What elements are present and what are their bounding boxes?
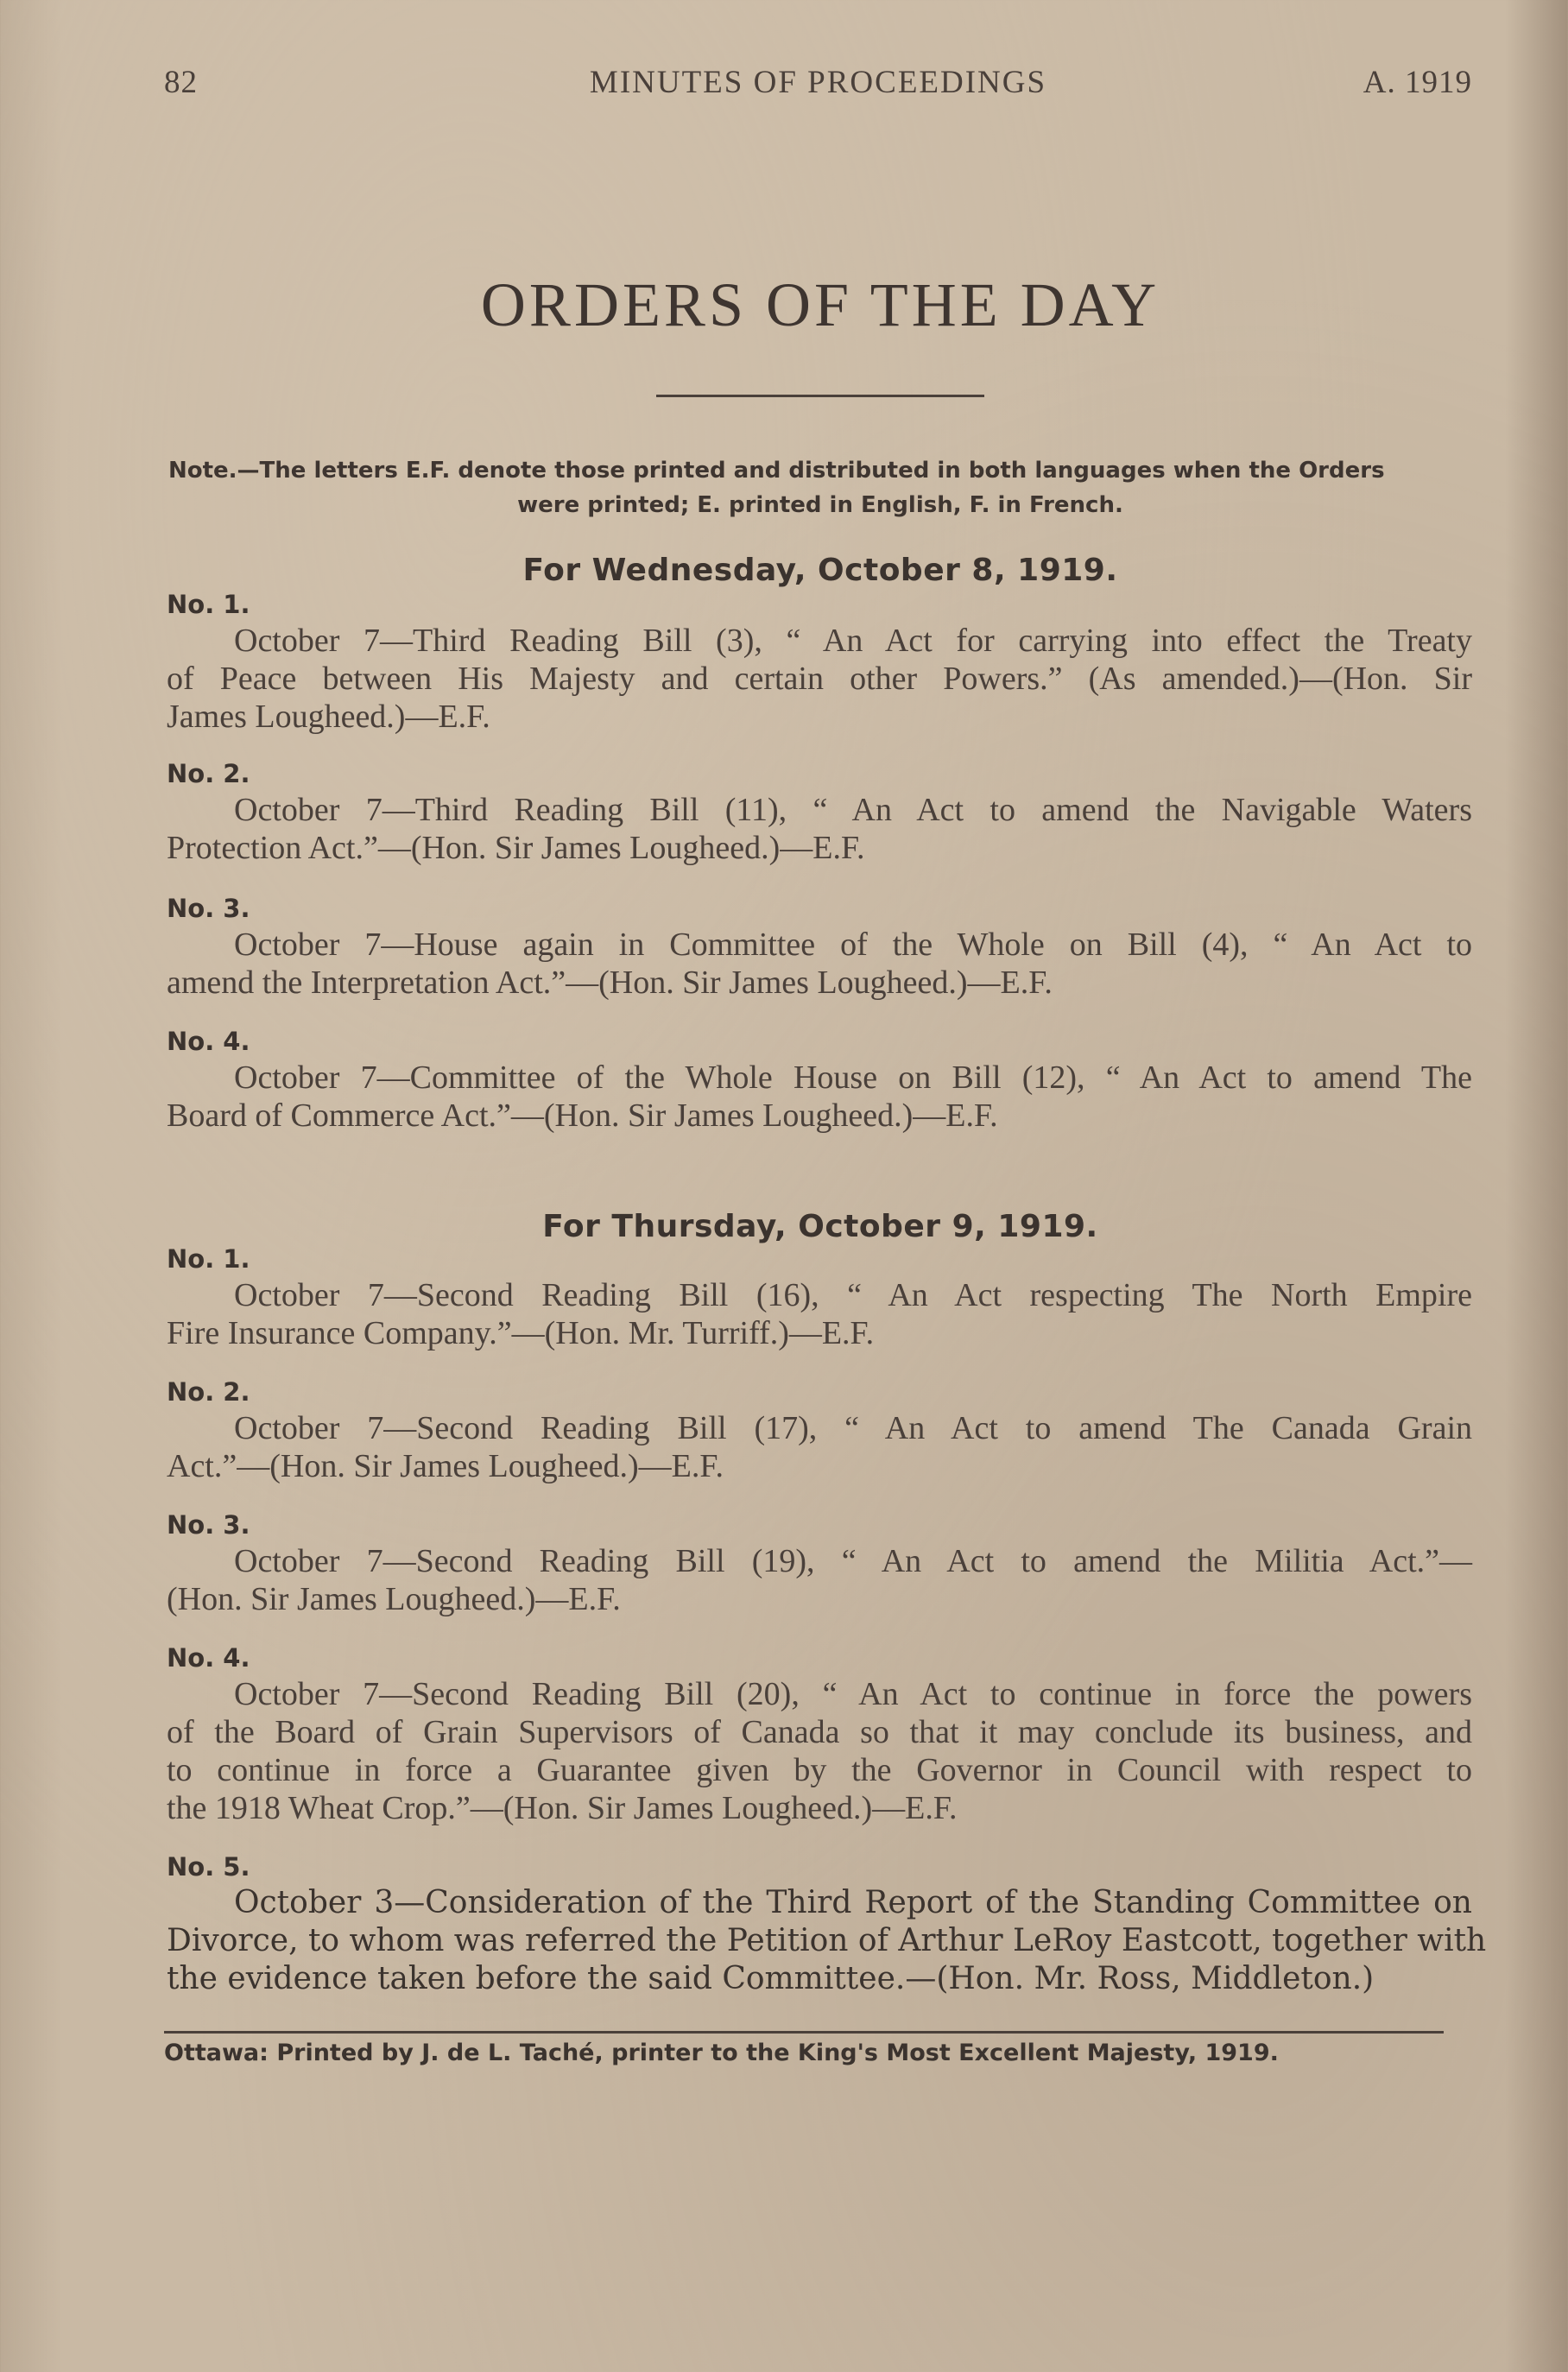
order-number: No. 2. xyxy=(167,759,250,788)
printer-imprint: Ottawa: Printed by J. de L. Taché, printer to the King's Most Excellent Majesty, 1919. xyxy=(164,2040,1279,2066)
order-number: No. 3. xyxy=(167,894,250,923)
order-line: October 7—Second Reading Bill (17), “ An Act to amend The Canada Grain xyxy=(234,1410,1472,1446)
order-text xyxy=(167,926,1472,1002)
order-line: October 7—Third Reading Bill (11), “ An Act to amend the Navigable Waters xyxy=(234,792,1472,828)
order-line: October 7—House again in Committee of the Whole on Bill (4), “ An Act to xyxy=(234,927,1472,963)
order-line: James Lougheed.)—E.F. xyxy=(167,699,490,735)
order-line: of the Board of Grain Supervisors of Canada so that it may conclude its business, and xyxy=(167,1714,1472,1750)
order-line: the evidence taken before the said Committee.—(Hon. Mr. Ross, Middleton.) xyxy=(167,1961,1375,1996)
order-line: Act.”—(Hon. Sir James Lougheed.)—E.F. xyxy=(167,1448,724,1484)
note-line-2: were printed; E. printed in English, F. in French. xyxy=(517,492,1123,518)
order-line: October 7—Second Reading Bill (20), “ An Act to continue in force the powers xyxy=(234,1676,1472,1712)
order-text xyxy=(167,1409,1472,1485)
order-line: the 1918 Wheat Crop.”—(Hon. Sir James Lougheed.)—E.F. xyxy=(167,1790,958,1826)
order-line: October 7—Committee of the Whole House on Bill (12), “ An Act to amend The xyxy=(234,1059,1472,1096)
order-line: Board of Commerce Act.”—(Hon. Sir James Lougheed.)—E.F. xyxy=(167,1097,998,1134)
order-line: October 7—Third Reading Bill (3), “ An Act for carrying into effect the Treaty xyxy=(234,623,1472,659)
order-item xyxy=(167,1641,1472,1827)
order-text xyxy=(167,1276,1472,1352)
order-item xyxy=(167,587,1472,736)
footer-rule xyxy=(164,2031,1444,2034)
title-rule xyxy=(656,395,984,397)
order-number: No. 2. xyxy=(167,1377,250,1407)
order-text xyxy=(167,1884,1487,1998)
order-item xyxy=(167,1508,1472,1618)
order-line: (Hon. Sir James Lougheed.)—E.F. xyxy=(167,1581,621,1617)
running-header xyxy=(164,64,1472,107)
order-item xyxy=(167,1850,1487,1998)
order-line: to continue in force a Guarantee given by the Governor in Council with respect to xyxy=(167,1752,1472,1788)
order-item xyxy=(167,1024,1472,1135)
order-line: Fire Insurance Company.”—(Hon. Mr. Turriff.)—E.F. xyxy=(167,1315,875,1351)
order-line: Divorce, to whom was referred the Petition of Arthur LeRoy Eastcott, together with xyxy=(167,1923,1487,1958)
session-year: A. 1919 xyxy=(1363,65,1472,100)
order-line: October 7—Second Reading Bill (16), “ An Act respecting The North Empire xyxy=(234,1277,1472,1313)
order-item xyxy=(167,1242,1472,1352)
order-number: No. 4. xyxy=(167,1027,250,1056)
order-text xyxy=(167,622,1472,736)
order-number: No. 1. xyxy=(167,590,250,619)
order-line: October 3—Consideration of the Third Report of the Standing Committee on xyxy=(234,1885,1472,1920)
note xyxy=(168,453,1472,522)
order-number: No. 1. xyxy=(167,1244,250,1274)
order-number: No. 5. xyxy=(167,1852,250,1882)
page-number: 82 xyxy=(164,65,198,100)
order-item xyxy=(167,891,1472,1002)
order-number: No. 3. xyxy=(167,1510,250,1540)
order-line: October 7—Second Reading Bill (19), “ An Act to amend the Militia Act.”— xyxy=(234,1543,1472,1579)
order-text xyxy=(167,1059,1472,1135)
order-number: No. 4. xyxy=(167,1643,250,1673)
order-text xyxy=(167,1542,1472,1618)
note-line-1: Note.—The letters E.F. denote those printed and distributed in both languages when the Orders xyxy=(168,458,1385,484)
page-title: ORDERS OF THE DAY xyxy=(480,270,1160,339)
order-line: amend the Interpretation Act.”—(Hon. Sir James Lougheed.)—E.F. xyxy=(167,965,1053,1001)
running-title: MINUTES OF PROCEEDINGS xyxy=(589,65,1047,100)
order-line: of Peace between His Majesty and certain other Powers.” (As amended.)—(Hon. Sir xyxy=(167,661,1472,697)
day-heading-thursday: For Thursday, October 9, 1919. xyxy=(542,1209,1098,1244)
order-line: Protection Act.”—(Hon. Sir James Lougheed.)—E.F. xyxy=(167,830,865,866)
order-text xyxy=(167,1675,1472,1827)
day-heading-wednesday: For Wednesday, October 8, 1919. xyxy=(522,553,1118,588)
order-item xyxy=(167,1375,1472,1485)
order-text xyxy=(167,791,1472,867)
order-item xyxy=(167,756,1472,867)
